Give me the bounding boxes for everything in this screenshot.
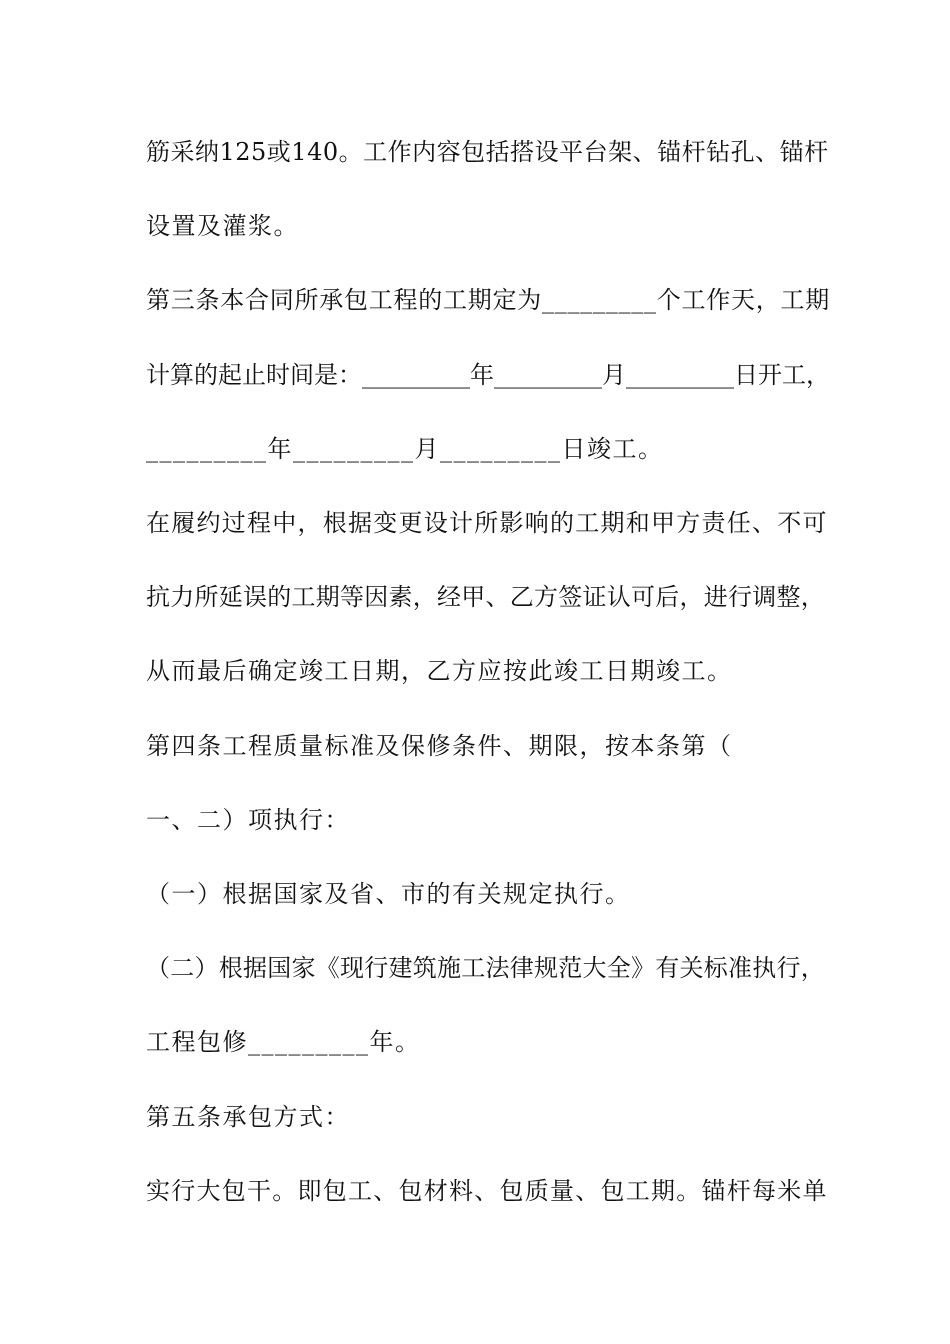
text-line-2: 设置及灌浆。 <box>146 212 299 240</box>
text-line-13: 工程包修_________年。 <box>146 1028 421 1056</box>
text-line-9: 第四条工程质量标准及保修条件、期限，按本条第（ <box>146 732 733 760</box>
text-line-5: _________年_________月_________日竣工。 <box>146 435 664 463</box>
text-line-6: 在履约过程中，根据变更设计所影响的工期和甲方责任、不可 <box>146 509 828 537</box>
text-line-4: 计算的起止时间是：_________年_________月_________日开工， <box>146 361 830 389</box>
text-line-8: 从而最后确定竣工日期，乙方应按此竣工日期竣工。 <box>146 657 733 685</box>
text-line-3: 第三条本合同所承包工程的工期定为_________个工作天，工期 <box>146 286 830 314</box>
text-line-14: 第五条承包方式： <box>146 1103 350 1131</box>
text-line-7: 抗力所延误的工期等因素，经甲、乙方签证认可后，进行调整， <box>146 583 825 611</box>
text-line-12: （二）根据国家《现行建筑施工法律规范大全》有关标准执行， <box>146 954 825 982</box>
text-line-10: 一、二）项执行： <box>146 806 350 834</box>
text-line-15: 实行大包干。即包工、包材料、包质量、包工期。锚杆每米单 <box>146 1177 828 1205</box>
text-line-1: 筋采纳125或140。工作内容包括搭设平台架、锚杆钻孔、锚杆 <box>146 138 829 166</box>
text-line-11: （一）根据国家及省、市的有关规定执行。 <box>146 880 631 908</box>
